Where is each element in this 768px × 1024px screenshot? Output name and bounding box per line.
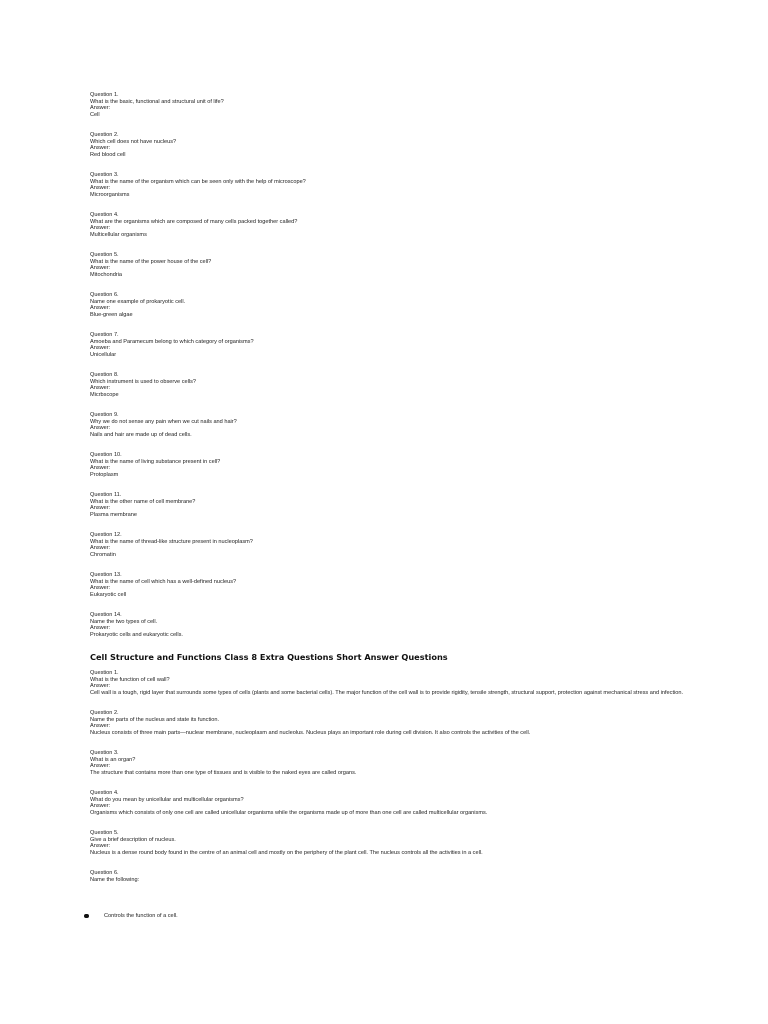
- question-number: Question 4.: [90, 212, 119, 218]
- answer-label: Answer:: [90, 185, 111, 191]
- answer-text: Cell wall is a tough, rigid layer that surrounds some types of cells (plants and some bacterial cells). The major function of the cell wall is to provide rigidity, tensile strength, structural support, protection against mechanical stress and infection.: [90, 689, 684, 696]
- question-number: Question 2.: [90, 710, 119, 716]
- answer-label: Answer:: [90, 683, 111, 689]
- answer-text: Organisms which consists of only one cell are called unicellular organisms while the organisms made up of more than one cell are called multicellular organisms.: [90, 809, 488, 816]
- question-text: Name the two types of cell.: [90, 618, 158, 625]
- question-block: [90, 532, 710, 558]
- question-number: Question 12.: [90, 532, 122, 538]
- answer-text: Eukaryotic cell: [90, 591, 127, 598]
- question-block: [90, 212, 710, 238]
- answer-label: Answer:: [90, 803, 111, 809]
- question-block: [90, 710, 710, 736]
- answer-label: Answer:: [90, 723, 111, 729]
- answer-label: Answer:: [90, 305, 111, 311]
- question-text: What is the basic, functional and structural unit of life?: [90, 98, 224, 105]
- answer-text: Multicellular organisms: [90, 231, 147, 238]
- question-text: Which cell does not have nucleus?: [90, 138, 177, 145]
- question-block: [90, 252, 710, 278]
- answer-label: Answer:: [90, 545, 111, 551]
- answer-text: Nucleus consists of three main parts—nuclear membrane, nucleoplasm and nucleolus. Nucleus plays an important role during cell division. It also controls the activities of the cell.: [90, 729, 531, 736]
- question-text: Name the following:: [90, 876, 140, 883]
- answer-label: Answer:: [90, 465, 111, 471]
- question-text: Name the parts of the nucleus and state its function.: [90, 716, 220, 723]
- answer-label: Answer:: [90, 105, 111, 111]
- question-block: [90, 830, 710, 856]
- question-number: Question 5.: [90, 830, 119, 836]
- answer-label: Answer:: [90, 225, 111, 231]
- answer-label: Answer:: [90, 625, 111, 631]
- question-text: What is the name of living substance present in cell?: [90, 458, 221, 465]
- answer-label: Answer:: [90, 505, 111, 511]
- answer-label: Answer:: [90, 843, 111, 849]
- answer-label: Answer:: [90, 265, 111, 271]
- question-text: Give a brief description of nucleus.: [90, 836, 176, 843]
- answer-label: Answer:: [90, 145, 111, 151]
- section-heading: Cell Structure and Functions Class 8 Extra Questions Short Answer Questions: [90, 652, 448, 662]
- question-text: What are the organisms which are composed of many cells packed together called?: [90, 218, 298, 225]
- question-text: What is the name of cell which has a well-defined nucleus?: [90, 578, 237, 585]
- document-page: [90, 92, 710, 897]
- question-text: What is the function of cell wall?: [90, 676, 170, 683]
- question-block: [90, 790, 710, 816]
- answer-text: Micrbscope: [90, 391, 119, 398]
- question-number: Question 14.: [90, 612, 122, 618]
- question-number: Question 6.: [90, 292, 119, 298]
- question-number: Question 1.: [90, 670, 119, 676]
- question-number: Question 10.: [90, 452, 122, 458]
- question-number: Question 11.: [90, 492, 122, 498]
- answer-text: Prokaryotic cells and eukaryotic cells.: [90, 631, 183, 638]
- question-block: [90, 412, 710, 438]
- question-text: Which instrument is used to observe cells?: [90, 378, 197, 385]
- question-block: [90, 670, 710, 696]
- question-number: Question 4.: [90, 790, 119, 796]
- question-block: [90, 572, 710, 598]
- answer-label: Answer:: [90, 425, 111, 431]
- question-number: Question 5.: [90, 252, 119, 258]
- question-text: What is the name of the power house of the cell?: [90, 258, 212, 265]
- question-block: [90, 92, 710, 118]
- bullet-icon: [84, 914, 89, 919]
- question-block: [90, 132, 710, 158]
- question-block: [90, 292, 710, 318]
- question-number: Question 1.: [90, 92, 119, 98]
- question-block: [90, 372, 710, 398]
- answer-text: Blue-green algae: [90, 311, 133, 318]
- question-block: [90, 172, 710, 198]
- bullet-text: Controls the function of a cell.: [104, 913, 178, 919]
- very-short-answer-section: [90, 92, 710, 638]
- question-block: [90, 870, 710, 883]
- question-text: What is an organ?: [90, 756, 136, 763]
- question-text: Name one example of prokaryotic cell.: [90, 298, 186, 305]
- question-text: What is the other name of cell membrane?: [90, 498, 196, 505]
- question-block: [90, 492, 710, 518]
- answer-text: Mitochondria: [90, 271, 123, 278]
- answer-label: Answer:: [90, 345, 111, 351]
- answer-text: Plasma membrane: [90, 511, 137, 518]
- short-answer-section: [90, 670, 710, 883]
- answer-text: Chromatin: [90, 551, 116, 558]
- question-number: Question 13.: [90, 572, 122, 578]
- answer-label: Answer:: [90, 385, 111, 391]
- answer-text: Protoplasm: [90, 471, 119, 478]
- answer-text: Nucleus is a dense round body found in the centre of an animal cell and mostly on the periphery of the plant cell. The nucleus controls all the activities in a cell.: [90, 849, 483, 856]
- question-text: What do you mean by unicellular and multicellular organisms?: [90, 796, 244, 803]
- question-number: Question 3.: [90, 172, 119, 178]
- question-text: Amoeba and Paramecum belong to which category of organisms?: [90, 338, 254, 345]
- question-number: Question 6.: [90, 870, 119, 876]
- question-number: Question 9.: [90, 412, 119, 418]
- answer-text: Cell: [90, 111, 100, 118]
- question-number: Question 2.: [90, 132, 119, 138]
- answer-label: Answer:: [90, 763, 111, 769]
- question-block: [90, 750, 710, 776]
- question-block: [90, 332, 710, 358]
- question-block: [90, 612, 710, 638]
- answer-text: Red blood cell: [90, 151, 126, 158]
- question-number: Question 7.: [90, 332, 119, 338]
- answer-label: Answer:: [90, 585, 111, 591]
- answer-text: The structure that contains more than one type of tissues and is visible to the naked eyes are called organs.: [90, 769, 357, 776]
- answer-text: Microorganisms: [90, 191, 130, 198]
- question-text: What is the name of thread-like structure present in nucleoplasm?: [90, 538, 253, 545]
- question-number: Question 8.: [90, 372, 119, 378]
- answer-text: Unicellular: [90, 351, 117, 358]
- question-text: What is the name of the organism which can be seen only with the help of microscope?: [90, 178, 306, 185]
- question-block: [90, 452, 710, 478]
- question-text: Why we do not sense any pain when we cut nails and hair?: [90, 418, 237, 425]
- question-number: Question 3.: [90, 750, 119, 756]
- answer-text: Nails and hair are made up of dead cells.: [90, 431, 192, 438]
